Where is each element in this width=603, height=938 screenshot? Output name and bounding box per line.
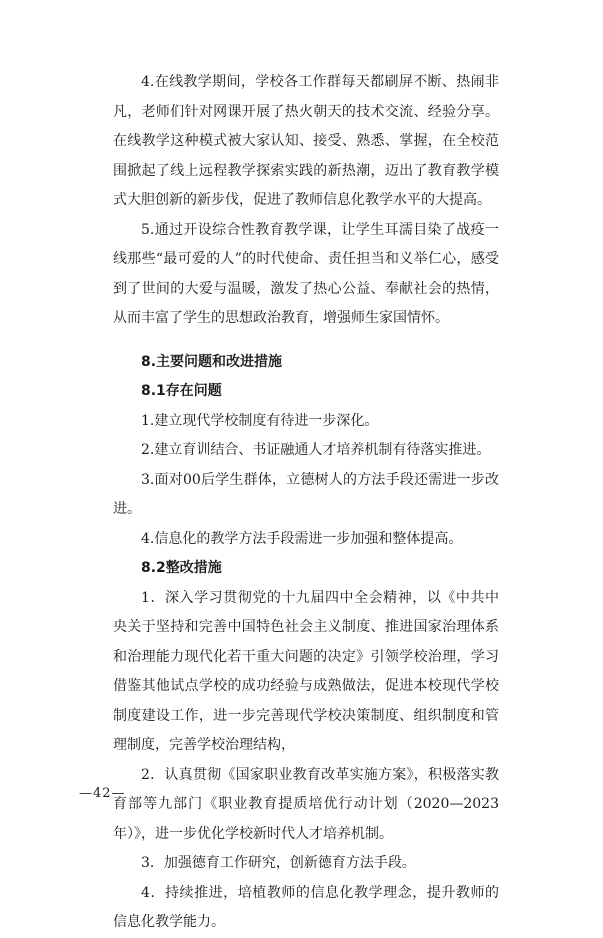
subsection-heading-problems: 8.1存在问题 — [141, 383, 222, 399]
problem-item: 4.信息化的教学方法手段需进一步加强和整体提高。 — [141, 530, 463, 547]
measure-item: 3．加强德育工作研究，创新德育方法手段。 — [141, 855, 416, 871]
problem-item: 2.建立育训结合、书证融通人才培养机制有待落实推进。 — [141, 442, 491, 458]
page-number: —42— — [79, 786, 126, 801]
paragraph-comprehensive-course: 5.通过开设综合性教育教学课，让学生耳濡目染了战疫一线那些“最可爱的人”的时代使命、责任担当和义举仁心，感受到了世间的大爱与温暖，激发了热心公益、奉献社会的热情，从而丰富了学生的思想政治教育，增强师生家国情怀。 — [113, 221, 499, 326]
page-body — [113, 68, 499, 938]
problem-item: 1.建立现代学校制度有待进一步深化。 — [141, 412, 379, 429]
problem-item: 3.面对00后学生群体，立德树人的方法手段还需进一步改进。 — [113, 471, 499, 517]
section-gap — [113, 334, 499, 348]
paragraph-online-teaching: 4.在线教学期间，学校各工作群每天都刷屏不断、热闹非凡，老师们针对网课开展了热火朝天的技术交流、经验分享。在线教学这种模式被大家认知、接受、熟悉、掌握，在全校范围掀起了线上远程教学探索实践的新热潮，迈出了教育教学模式大胆创新的新步伐，促进了教师信息化教学水平的大提高。 — [113, 74, 499, 208]
measure-item: 2．认真贯彻《国家职业教育改革实施方案》，积极落实教育部等九部门《职业教育提质培优行动计划（2020—2023年）》，进一步优化学校新时代人才培养机制。 — [113, 766, 499, 842]
measure-item: 4．持续推进，培植教师的信息化教学理念，提升教师的信息化教学能力。 — [113, 884, 499, 930]
section-heading: 8.主要问题和改进措施 — [141, 353, 283, 370]
subsection-heading-measures: 8.2整改措施 — [141, 560, 222, 576]
measure-item: 1．深入学习贯彻党的十九届四中全会精神，以《中共中央关于坚持和完善中国特色社会主义制度、推进国家治理体系和治理能力现代化若干重大问题的决定》引领学校治理，学习借鉴其他试点学校的成功经验与成熟做法，促进本校现代学校制度建设工作，进一步完善现代学校决策制度、组织制度和管理制度，完善学校治理结构， — [113, 589, 499, 753]
